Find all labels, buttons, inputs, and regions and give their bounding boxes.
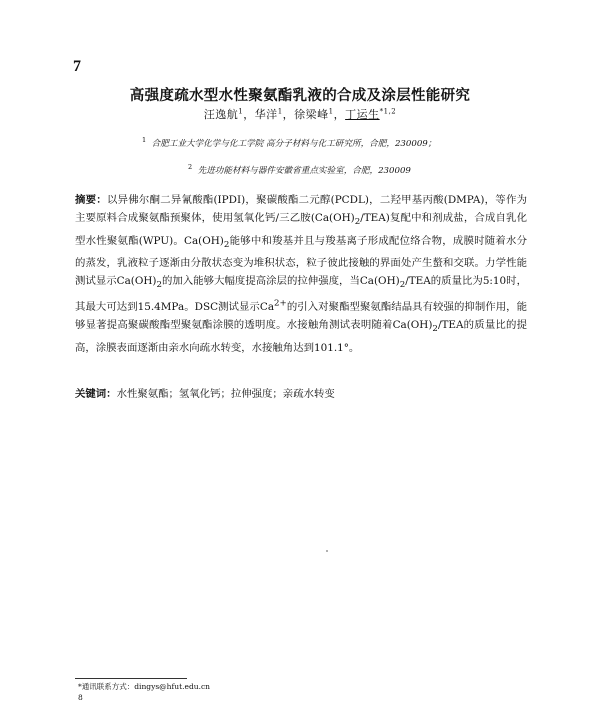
paper-title: 高强度疏水型水性聚氨酯乳液的合成及涂层性能研究 [129,87,471,104]
abstract-segment: /TEA的质量比为5:10时，其最大可达到15.4MPa。DSC测试显示Ca [75,275,527,314]
author-affiliation-marker: 1 [328,107,334,116]
abstract-segment: 能够中和羧基并且与羧基离子形成配位络合物，成膜时随着水分的蒸发，乳液粒子逐渐由分散状态变为堆积状态，粒子彼此接触的界面处产生螯和交联。力学性能测试显示Ca(OH) [75,234,528,288]
abstract-segment: 2 [399,280,406,291]
author-separator: ， [243,108,255,121]
affiliation-1-marker: 1 [142,136,147,144]
author-affiliation-marker: *1,2 [379,107,397,116]
abstract-segment: 2 [354,217,361,228]
affiliation-1 [142,136,436,149]
author-name: 汪逸航 [203,108,239,121]
affiliation-1-text: 合肥工业大学化学与化工学院 高分子材料与化工研究所，合肥，230009； [151,138,437,149]
author-name: 丁运生 [345,108,380,121]
footnote-contact: *通讯联系方式：dingys@hfut.edu.cn [78,682,210,691]
abstract-body [75,194,527,354]
abstract-label: 摘要： [75,194,107,206]
author-name: 徐梁峰 [294,108,329,121]
stray-dot [326,550,328,552]
author-separator: ， [282,108,295,121]
keywords [75,385,527,403]
author-name: 华洋 [254,108,278,121]
abstract-segment: 的加入能够大幅度提高涂层的拉伸强度，当Ca(OH) [162,275,400,288]
author-separator: ， [333,108,346,121]
affiliation-2 [188,163,411,176]
abstract-segment: 2 [223,239,230,250]
footer-page-number: 8 [78,693,83,702]
author-list [0,106,600,122]
page-number: 7 [73,58,81,75]
affiliation-2-marker: 2 [188,163,193,171]
footnote-rule [75,678,187,679]
abstract-segment: /TEA的质量比的提高，涂膜表面逐渐由亲水向疏水转变，水接触角达到101.1°。 [75,319,527,354]
abstract-segment: 的引入对聚酯型聚氨酯结晶具有较强的抑制作用，能够显著提高聚碳酸酯型聚氨酯涂膜的透明度。水接触角测试表明随着Ca(OH) [75,301,527,332]
abstract-segment: 2+ [274,298,287,309]
author-affiliation-marker: 1 [238,107,244,116]
abstract-segment: 2 [156,280,162,291]
abstract-segment: /TEA)复配中和剂成盐，合成自乳化型水性聚氨酯(WPU)。Ca(OH) [75,212,527,247]
abstract-segment: 以异佛尔酮二异氰酸酯(IPDI)，聚碳酸酯二元醇(PCDL)，二羟甲基丙酸(DMPA)，等作为主要原料合成聚氨酯预聚体，使用氢氧化钙/三乙胺(Ca(OH) [75,194,527,225]
author-affiliation-marker: 1 [277,107,283,116]
keywords-text: 水性聚氨酯；氢氧化钙；拉伸强度；亲疏水转变 [116,388,335,400]
abstract-segment: 2 [432,324,438,335]
keywords-label: 关键词： [75,388,117,400]
abstract [75,191,527,357]
affiliation-2-text: 先进功能材料与器件安徽省重点实验室，合肥，230009 [197,165,411,176]
